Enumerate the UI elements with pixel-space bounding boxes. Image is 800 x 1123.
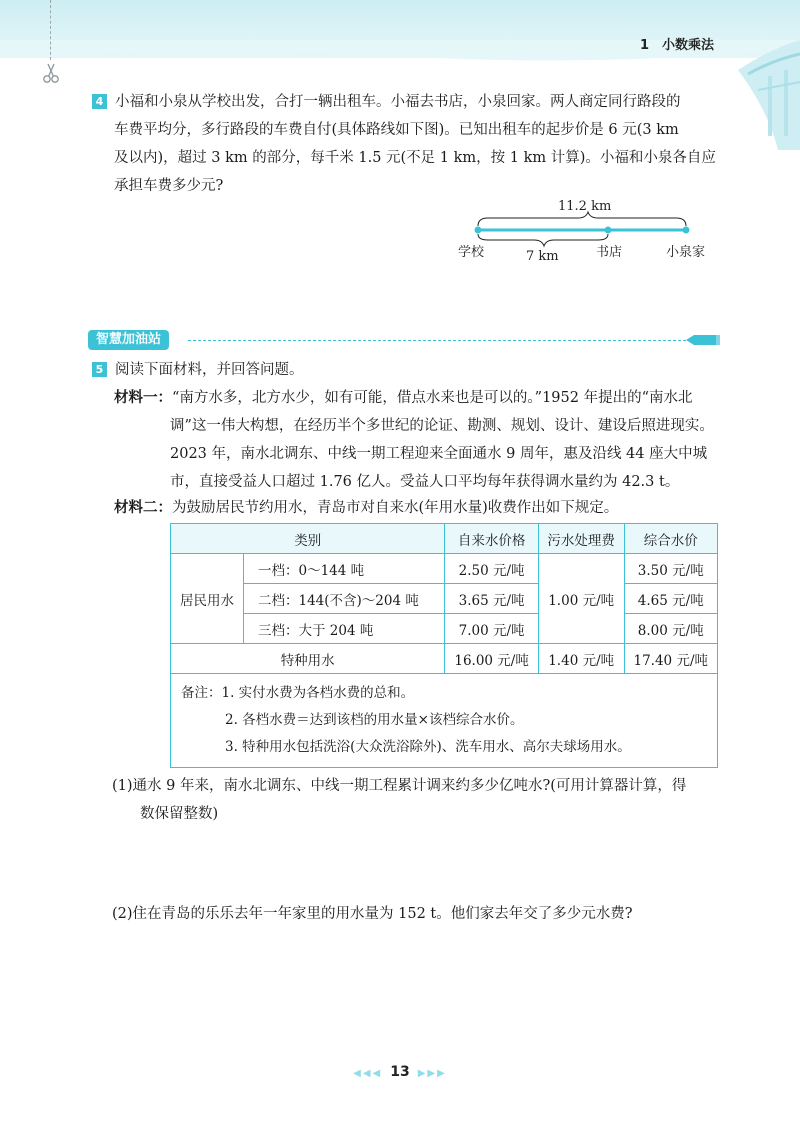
partial-distance-label: 7 km: [526, 249, 559, 264]
pencil-icon: [686, 333, 720, 347]
material-2: [114, 494, 728, 522]
material-1-label: 材料一：: [114, 390, 172, 406]
header-water-price: 自来水价格: [445, 524, 538, 554]
section-divider: [188, 340, 686, 341]
tier-2-total: 4.65 元/吨: [624, 584, 718, 614]
sub-question-2: [112, 900, 732, 928]
material-1: [114, 384, 728, 496]
table-row: [171, 644, 718, 674]
material-2-label: 材料二：: [114, 500, 172, 516]
material-1-line4: 市，直接受益人口超过 1.76 亿人。受益人口平均每年获得调水量约为 42.3 t。: [170, 474, 680, 490]
chapter-title: 1 小数乘法: [640, 38, 715, 53]
tier-3-price: 7.00 元/吨: [445, 614, 538, 644]
tier-3: 三档：大于 204 吨: [244, 614, 445, 644]
section-banner: [88, 330, 718, 352]
q4-line1-wrap: [92, 94, 681, 110]
tier-1: 一档：0～144 吨: [244, 554, 445, 584]
material-1-first-line: [114, 390, 693, 406]
q4-line2: 车费平均分，多行路段的车费自付(具体路线如下图)。已知出租车的起步价是 6 元(3 km: [114, 122, 679, 138]
section-tag: 智慧加油站: [88, 330, 169, 350]
scissors-icon: [42, 62, 60, 84]
home-point: [683, 227, 690, 234]
table-notes-row: [171, 674, 718, 768]
resident-label: 居民用水: [171, 554, 244, 644]
header-total-price: 综合水价: [624, 524, 718, 554]
school-point: [475, 227, 482, 234]
sub1-line2: 数保留整数): [140, 806, 219, 822]
q5-intro: 阅读下面材料，并回答问题。: [115, 362, 304, 378]
question-4: [92, 88, 732, 200]
table-notes: [171, 674, 718, 768]
special-total: 17.40 元/吨: [624, 644, 718, 674]
tier-2: 二档：144(不含)～204 吨: [244, 584, 445, 614]
sub1-line1: (1)通水 9 年来，南水北调东、中线一期工程累计调来约多少亿吨水?(可用计算器计算，得: [112, 778, 687, 794]
tier-3-total: 8.00 元/吨: [624, 614, 718, 644]
sub-question-1: [112, 772, 732, 828]
page-number: 13: [390, 1064, 410, 1080]
header-sewage-fee: 污水处理费: [538, 524, 624, 554]
question-number: 5: [92, 362, 107, 377]
page-footer: [0, 1064, 800, 1080]
total-brace: [478, 212, 686, 226]
material-1-line2: 调”这一伟大构想，在经历半个多世纪的论证、勘测、规划、设计、建设后照进现实。: [170, 418, 714, 434]
question-5: [92, 356, 732, 384]
left-arrows-icon: ◀◀◀: [353, 1068, 383, 1079]
table-row: [171, 614, 718, 644]
note-3: 3. 特种用水包括洗浴(大众洗浴除外)、洗车用水、高尔夫球场用水。: [225, 739, 631, 755]
special-sewage: 1.40 元/吨: [538, 644, 624, 674]
note-1: 备注：1. 实付水费为各档水费的总和。: [181, 685, 415, 701]
resident-sewage-fee: 1.00 元/吨: [538, 554, 624, 644]
material-1-line1: “南方水多，北方水少，如有可能，借点水来也是可以的。”1952 年提出的“南水北: [172, 390, 693, 406]
special-price: 16.00 元/吨: [445, 644, 538, 674]
right-arrows-icon: ▶▶▶: [417, 1068, 447, 1079]
water-fee-table: [170, 523, 718, 768]
school-label: 学校: [458, 245, 485, 260]
header-category: 类别: [171, 524, 445, 554]
bookstore-point: [605, 227, 612, 234]
home-label: 小泉家: [666, 245, 706, 260]
table-row: [171, 584, 718, 614]
partial-brace: [478, 234, 608, 246]
tier-2-price: 3.65 元/吨: [445, 584, 538, 614]
route-diagram: [458, 196, 718, 266]
q4-line1: 小福和小泉从学校出发，合打一辆出租车。小福去书店，小泉回家。两人商定同行路段的: [115, 94, 681, 110]
cut-line: [50, 0, 52, 60]
bookstore-label: 书店: [596, 245, 623, 260]
q4-line3: 及以内)，超过 3 km 的部分，每千米 1.5 元(不足 1 km，按 1 km 计算)。小福和小泉各自应: [114, 150, 716, 166]
pavilion-decoration-icon: [738, 30, 800, 150]
material-1-line3: 2023 年，南水北调东、中线一期工程迎来全面通水 9 周年，惠及沿线 44 座大中城: [170, 446, 708, 462]
total-distance-label: 11.2 km: [558, 199, 612, 214]
tier-1-total: 3.50 元/吨: [624, 554, 718, 584]
q4-line4: 承担车费多少元?: [114, 178, 224, 194]
tier-1-price: 2.50 元/吨: [445, 554, 538, 584]
note-2: 2. 各档水费＝达到该档的用水量×该档综合水价。: [225, 712, 524, 728]
question-number: 4: [92, 94, 107, 109]
table-row: [171, 554, 718, 584]
special-label: 特种用水: [171, 644, 445, 674]
table-header-row: [171, 524, 718, 554]
material-2-text: 为鼓励居民节约用水，青岛市对自来水(年用水量)收费作出如下规定。: [172, 500, 619, 516]
sub2-text: (2)住在青岛的乐乐去年一年家里的用水量为 152 t。他们家去年交了多少元水费?: [112, 906, 633, 922]
